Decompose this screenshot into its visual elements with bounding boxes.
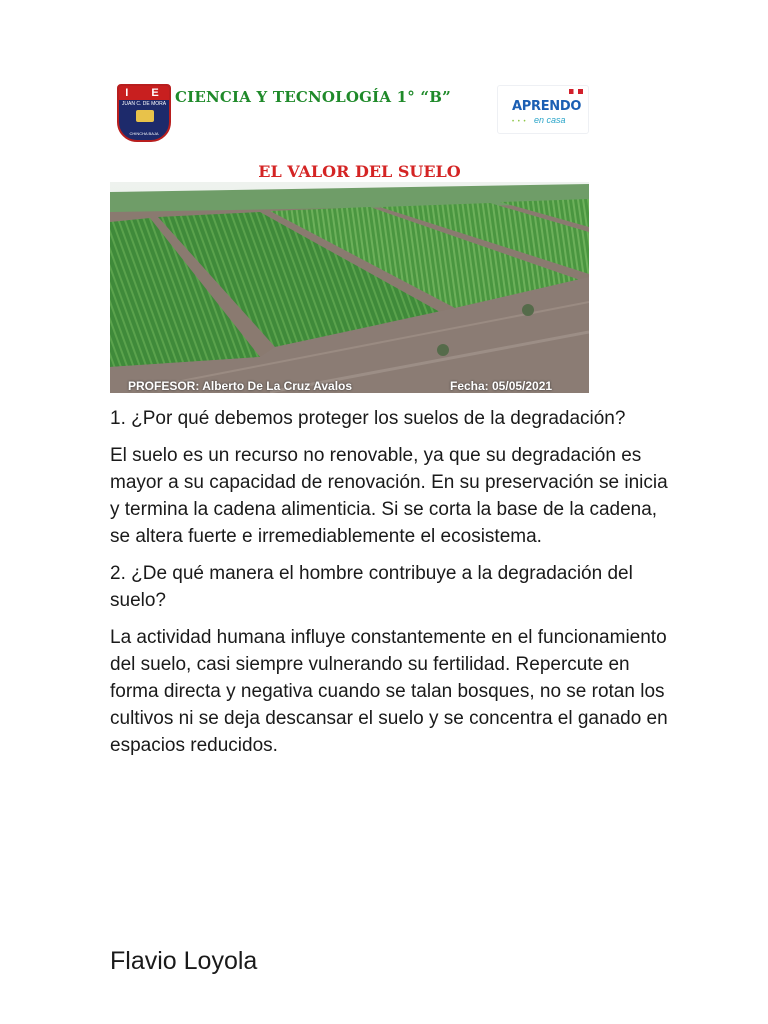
school-logo-city: CHINCHA BAJA	[129, 131, 159, 136]
question-2: 2. ¿De qué manera el hombre contribuye a la degradación del suelo?	[110, 563, 633, 611]
date-caption: Fecha: 05/05/2021	[450, 379, 553, 393]
school-logo-letters: I E	[119, 86, 169, 100]
answer-2: La actividad humana influye constantemente en el funcionamiento del suelo, casi siempre vulnerando su fertilidad. Repercute en forma directa y negativa cuando se talan bosques, no se rotan los cultivos ni se deja descansar el suelo y se concentra el ganado en espacios reducidos.	[110, 627, 668, 756]
book-icon	[136, 110, 154, 122]
aprendo-dots-icon: • • •	[512, 119, 527, 125]
peru-flag-icon	[569, 89, 583, 94]
aprendo-logo-sub: en casa	[534, 115, 566, 125]
school-logo	[117, 84, 171, 142]
student-name: Flavio Loyola	[110, 947, 258, 975]
answer-1: El suelo es un recurso no renovable, ya que su degradación es mayor a su capacidad de renovación. En su preservación se inicia y termina la cadena alimenticia. Si se corta la base de la cadena, se altera fuerte e irremediablemente el ecosistema.	[110, 445, 668, 547]
header-banner	[110, 82, 589, 393]
farmland-photo	[110, 182, 589, 393]
school-logo-name: JUAN C. DE MORA	[121, 101, 167, 107]
document-body	[110, 405, 670, 769]
aprendo-logo-main: APRENDO	[512, 99, 582, 114]
question-1: 1. ¿Por qué debemos proteger los suelos de la degradación?	[110, 408, 626, 429]
farmland-illustration	[110, 182, 589, 393]
course-title: CIENCIA Y TECNOLOGÍA 1° “B”	[175, 88, 451, 106]
topic-title: EL VALOR DEL SUELO	[258, 162, 461, 181]
aprendo-en-casa-logo	[497, 85, 589, 134]
professor-caption: PROFESOR: Alberto De La Cruz Avalos	[128, 379, 353, 393]
